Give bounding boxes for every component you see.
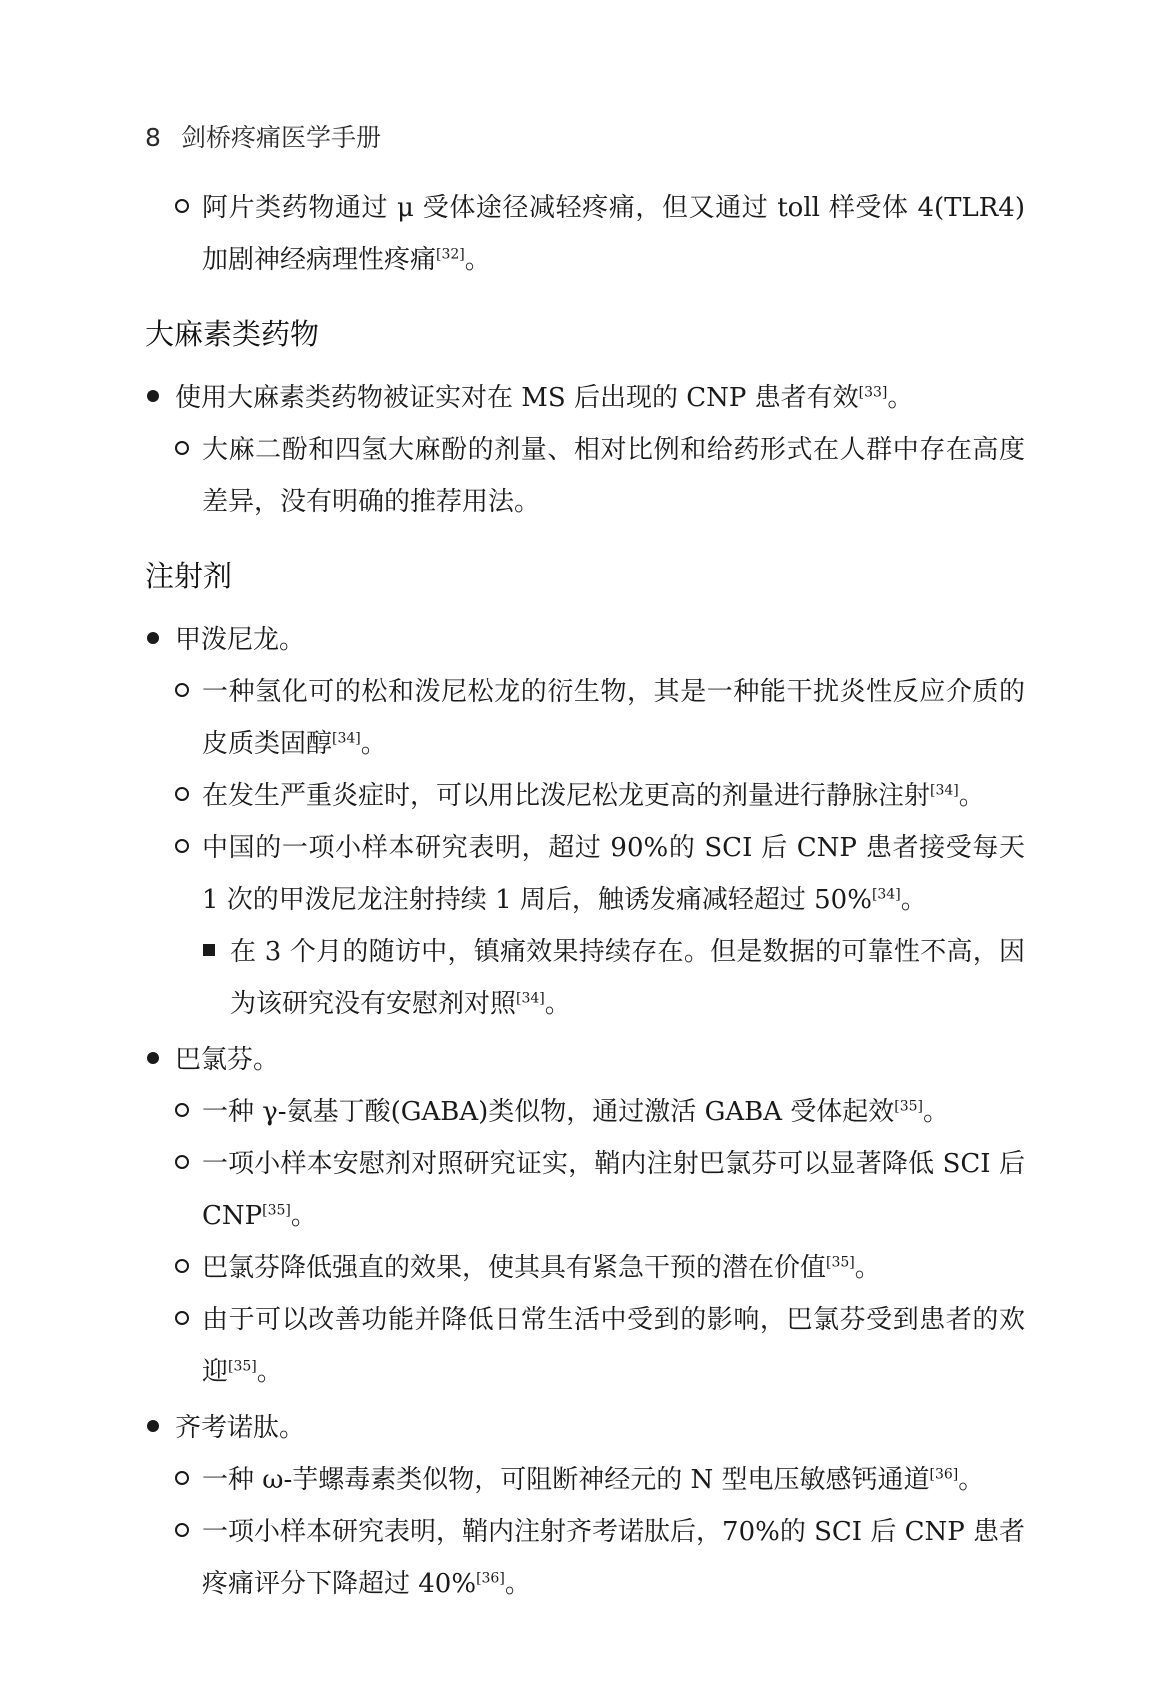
section-heading: 注射剂 [145, 559, 233, 593]
item-text: 在发生严重炎症时，可以用比泼尼松龙更高的剂量进行静脉注射 [202, 781, 931, 811]
bullet-item [145, 614, 1025, 666]
item-text: 大麻二酚和四氢大麻酚的剂量、相对比例和给药形式在人群中存在高度差异，没有明确的推荐用法。 [202, 435, 1025, 517]
hollow-bullet-icon [175, 1454, 189, 1506]
citation-ref: [34] [871, 886, 901, 903]
item-tail-punct: 。 [923, 1097, 950, 1127]
hollow-bullet-icon [175, 182, 189, 234]
item-text: 巴氯芬。 [175, 1045, 280, 1075]
item-tail-punct: 。 [958, 1465, 985, 1495]
square-bullet-icon [203, 926, 215, 978]
item-tail-punct: 。 [360, 729, 387, 759]
hollow-bullet-icon [175, 1242, 189, 1294]
hollow-bullet-icon [175, 424, 189, 476]
filled-bullet-icon [147, 614, 159, 666]
bullet-item [145, 1402, 1025, 1454]
bullet-item [145, 372, 1025, 424]
sub-bullet-item [145, 1086, 1025, 1138]
item-text: 一种氢化可的松和泼尼松龙的衍生物，其是一种能干扰炎性反应介质的皮质类固醇 [202, 677, 1025, 759]
item-text: 中国的一项小样本研究表明，超过 90%的 SCI 后 CNP 患者接受每天 1 次的甲泼尼龙注射持续 1 周后，触诱发痛减轻超过 50% [202, 833, 1025, 915]
hollow-bullet-icon [175, 1294, 189, 1346]
hollow-bullet-icon [175, 1506, 189, 1558]
item-tail-punct: 。 [544, 989, 571, 1019]
hollow-bullet-icon [175, 770, 189, 822]
citation-ref: [35] [894, 1098, 924, 1115]
item-tail-punct: 。 [504, 1569, 531, 1599]
sub-bullet-item [145, 1242, 1025, 1294]
sub-bullet-item [145, 822, 1025, 926]
citation-ref: [34] [516, 990, 545, 1007]
item-tail-punct: 。 [900, 885, 927, 915]
item-tail-punct: 。 [464, 245, 491, 275]
item-text: 一项小样本研究表明，鞘内注射齐考诺肽后，70%的 SCI 后 CNP 患者疼痛评分下降超过 40% [202, 1517, 1025, 1599]
item-text: 一种 ω-芋螺毒素类似物，可阻断神经元的 N 型电压敏感钙通道 [202, 1465, 930, 1495]
citation-ref: [34] [332, 730, 361, 747]
item-text: 一种 γ-氨基丁酸(GABA)类似物，通过激活 GABA 受体起效 [202, 1097, 895, 1127]
item-text: 由于可以改善功能并降低日常生活中受到的影响，巴氯芬受到患者的欢迎 [202, 1305, 1025, 1387]
item-text: 使用大麻素类药物被证实对在 MS 后出现的 CNP 患者有效 [175, 383, 859, 413]
running-header [145, 118, 381, 154]
sub-bullet-item [145, 182, 1025, 286]
citation-ref: [35] [826, 1254, 855, 1271]
citation-ref: [36] [929, 1466, 959, 1483]
hollow-bullet-icon [175, 1086, 189, 1138]
sub-bullet-item [145, 666, 1025, 770]
citation-ref: [36] [476, 1570, 505, 1587]
citation-ref: [35] [262, 1202, 291, 1219]
sub-bullet-item [145, 1506, 1025, 1610]
item-text: 在 3 个月的随访中，镇痛效果持续存在。但是数据的可靠性不高，因为该研究没有安慰剂对照 [230, 937, 1025, 1019]
page-number: 8 [145, 123, 161, 152]
citation-ref: [35] [228, 1358, 257, 1375]
sub-bullet-item [145, 1138, 1025, 1242]
item-text: 巴氯芬降低强直的效果，使其具有紧急干预的潜在价值 [202, 1253, 827, 1283]
section-heading: 大麻素类药物 [145, 317, 320, 351]
book-title: 剑桥疼痛医学手册 [181, 123, 382, 152]
item-text: 齐考诺肽。 [175, 1413, 306, 1443]
item-tail-punct: 。 [290, 1201, 317, 1231]
hollow-bullet-icon [175, 1138, 189, 1190]
item-tail-punct: 。 [958, 781, 985, 811]
item-tail-punct: 。 [887, 383, 914, 413]
filled-bullet-icon [147, 1402, 159, 1454]
sub-bullet-item [145, 1294, 1025, 1398]
hollow-bullet-icon [175, 822, 189, 874]
filled-bullet-icon [147, 372, 159, 424]
item-text: 一项小样本安慰剂对照研究证实，鞘内注射巴氯芬可以显著降低 SCI 后 CNP [202, 1149, 1025, 1231]
page-content [145, 182, 1025, 1610]
item-tail-punct: 。 [854, 1253, 881, 1283]
citation-ref: [34] [930, 782, 959, 799]
item-text: 甲泼尼龙。 [175, 625, 306, 655]
sub-sub-bullet-item [145, 926, 1025, 1030]
sub-bullet-item [145, 770, 1025, 822]
item-text: 阿片类药物通过 μ 受体途径减轻疼痛，但又通过 toll 样受体 4(TLR4)加剧神经病理性疼痛 [202, 193, 1025, 275]
citation-ref: [32] [436, 246, 465, 263]
bullet-item [145, 1034, 1025, 1086]
hollow-bullet-icon [175, 666, 189, 718]
sub-bullet-item [145, 424, 1025, 528]
citation-ref: [33] [858, 384, 888, 401]
sub-bullet-item [145, 1454, 1025, 1506]
filled-bullet-icon [147, 1034, 159, 1086]
item-tail-punct: 。 [256, 1357, 283, 1387]
